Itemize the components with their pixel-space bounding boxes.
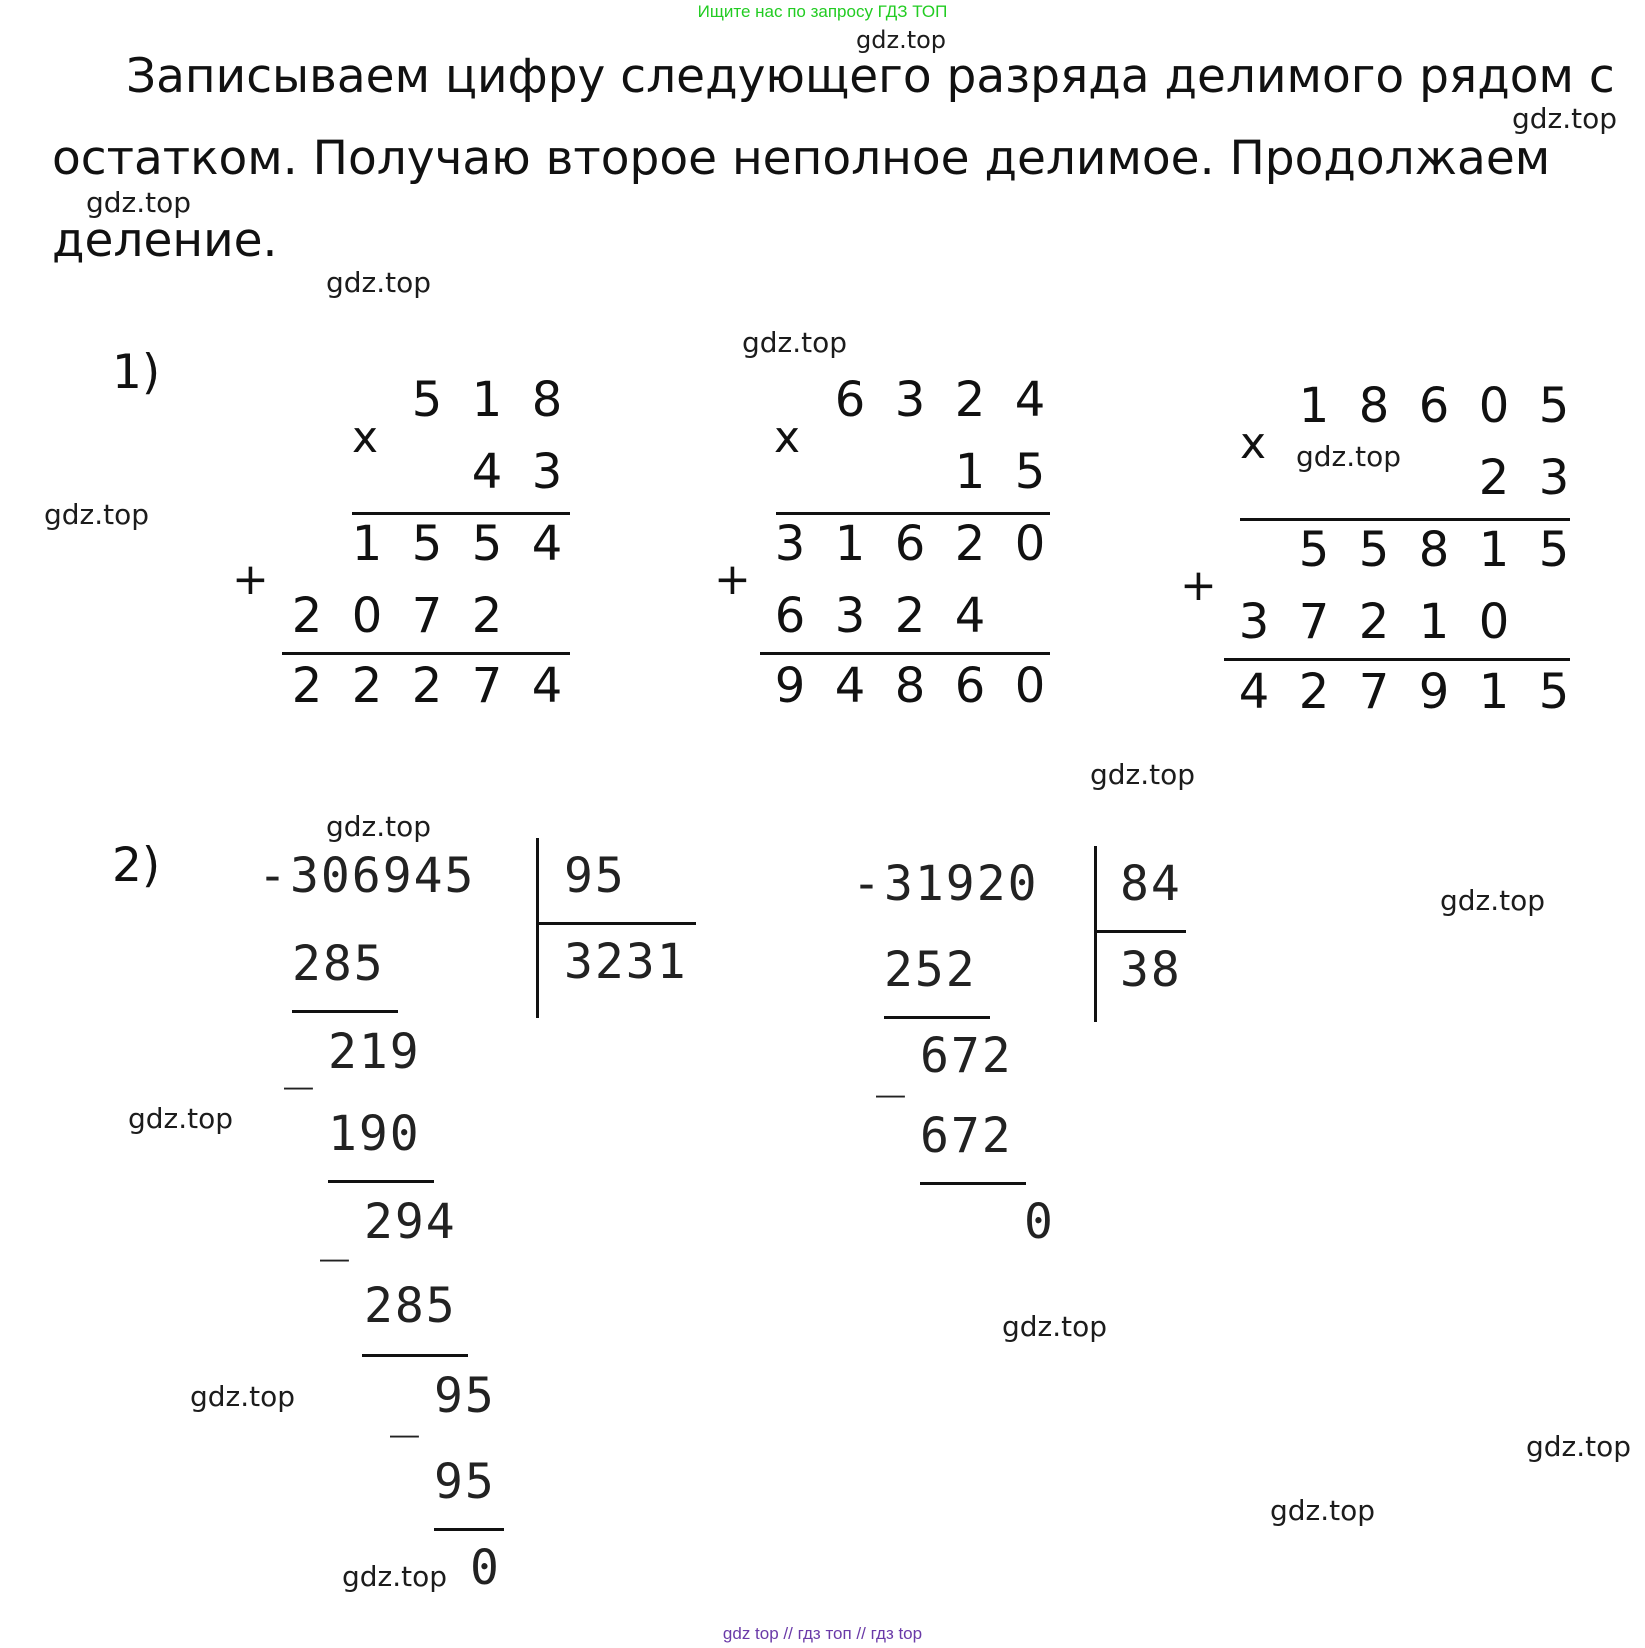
step-value: 672 [920, 1108, 1013, 1164]
watermark: gdz.top [326, 810, 432, 843]
digit: 7 [411, 588, 443, 644]
digit: 7 [471, 658, 503, 714]
digit: 2 [411, 658, 443, 714]
rule-line [1094, 930, 1186, 933]
digit: 8 [894, 658, 926, 714]
rule-line [362, 1354, 468, 1357]
digit: 8 [1418, 522, 1450, 578]
times-sign: x [774, 412, 801, 463]
digit: 1 [954, 444, 986, 500]
division-bar [536, 838, 539, 1018]
digit: 5 [1538, 522, 1570, 578]
step-value: 95 [434, 1454, 496, 1510]
digit: 4 [531, 516, 563, 572]
digit: 3 [774, 516, 806, 572]
digit: 6 [834, 372, 866, 428]
digit: 9 [774, 658, 806, 714]
instruction-line-2: остатком. Получаю второе неполное делимое. Продолжаем [52, 131, 1551, 186]
digit: 3 [894, 372, 926, 428]
times-sign: x [352, 412, 379, 463]
times-sign: x [1240, 418, 1267, 469]
digit: 5 [1538, 664, 1570, 720]
rule-line [1224, 658, 1570, 661]
section-1-label: 1) [112, 345, 161, 400]
minus-sign: - [852, 856, 883, 912]
digit: 1 [1298, 378, 1330, 434]
rule-line [352, 512, 570, 515]
digit: 5 [411, 372, 443, 428]
digit: 1 [351, 516, 383, 572]
digit: 0 [351, 588, 383, 644]
digit: 2 [471, 588, 503, 644]
rule-line [1240, 518, 1570, 521]
digit: 2 [954, 516, 986, 572]
digit: 6 [894, 516, 926, 572]
step-value: 252 [884, 942, 977, 998]
digit: 3 [1238, 594, 1270, 650]
dividend: 306945 [290, 848, 476, 904]
digit: 2 [894, 588, 926, 644]
watermark: gdz.top [44, 498, 150, 531]
digit: 6 [1418, 378, 1450, 434]
quotient: 38 [1120, 942, 1182, 998]
digit: 2 [1478, 450, 1510, 506]
digit: 2 [291, 588, 323, 644]
divisor: 84 [1120, 856, 1182, 912]
plus-sign: + [714, 554, 751, 605]
digit: 5 [1014, 444, 1046, 500]
digit: 2 [954, 372, 986, 428]
digit: 5 [411, 516, 443, 572]
step-value: 285 [292, 936, 385, 992]
digit: 0 [1478, 378, 1510, 434]
digit: 5 [471, 516, 503, 572]
digit: 1 [1418, 594, 1450, 650]
digit: 2 [1298, 664, 1330, 720]
digit: 6 [774, 588, 806, 644]
top-banner: Ищите нас по запросу ГДЗ ТОП [697, 2, 948, 21]
rule-line [920, 1182, 1026, 1185]
digit: 6 [954, 658, 986, 714]
digit: 2 [1358, 594, 1390, 650]
step-value: 0 [470, 1540, 501, 1596]
watermark: gdz.top [1512, 102, 1618, 135]
digit: 1 [1478, 664, 1510, 720]
watermark: gdz.top [1296, 440, 1402, 473]
section-2-label: 2) [112, 838, 161, 893]
watermark: gdz.top [342, 1560, 448, 1593]
instruction-line-1: Записываем цифру следующего разряда делимого рядом с [126, 49, 1615, 104]
rule-line [536, 922, 696, 925]
digit: 4 [1238, 664, 1270, 720]
digit: 5 [1358, 522, 1390, 578]
rule-line [434, 1528, 504, 1531]
digit: 8 [531, 372, 563, 428]
divisor: 95 [564, 848, 626, 904]
digit: 9 [1418, 664, 1450, 720]
step-value: 294 [364, 1194, 457, 1250]
minus-sign: _ [876, 1042, 907, 1098]
step-value: 285 [364, 1278, 457, 1334]
digit: 1 [471, 372, 503, 428]
digit: 4 [1014, 372, 1046, 428]
plus-sign: + [232, 554, 269, 605]
watermark: gdz.top [856, 26, 947, 54]
step-value: 219 [328, 1024, 421, 1080]
digit: 5 [1298, 522, 1330, 578]
watermark: gdz.top [1440, 884, 1546, 917]
minus-sign: _ [390, 1382, 421, 1438]
digit: 3 [1538, 450, 1570, 506]
minus-sign: _ [320, 1206, 351, 1262]
division-bar [1094, 846, 1097, 1022]
digit: 2 [291, 658, 323, 714]
digit: 4 [834, 658, 866, 714]
step-value: 0 [1024, 1194, 1055, 1250]
rule-line [328, 1180, 434, 1183]
watermark: gdz.top [1002, 1310, 1108, 1343]
rule-line [760, 652, 1050, 655]
rule-line [884, 1016, 990, 1019]
footer-text: gdz top // гдз топ // гдз top [722, 1624, 923, 1643]
watermark: gdz.top [1526, 1430, 1632, 1463]
digit: 1 [834, 516, 866, 572]
digit: 0 [1478, 594, 1510, 650]
step-value: 672 [920, 1028, 1013, 1084]
rule-line [292, 1010, 398, 1013]
step-value: 190 [328, 1106, 421, 1162]
digit: 4 [531, 658, 563, 714]
rule-line [776, 512, 1050, 515]
digit: 0 [1014, 516, 1046, 572]
instruction-line-3: деление. [52, 213, 278, 268]
digit: 0 [1014, 658, 1046, 714]
watermark: gdz.top [86, 186, 192, 219]
digit: 2 [351, 658, 383, 714]
digit: 8 [1358, 378, 1390, 434]
digit: 4 [471, 444, 503, 500]
minus-sign: - [258, 848, 289, 904]
dividend: 31920 [884, 856, 1039, 912]
rule-line [282, 652, 570, 655]
digit: 3 [531, 444, 563, 500]
digit: 4 [954, 588, 986, 644]
watermark: gdz.top [128, 1102, 234, 1135]
digit: 7 [1358, 664, 1390, 720]
watermark: gdz.top [742, 326, 848, 359]
watermark: gdz.top [1270, 1494, 1376, 1527]
watermark: gdz.top [1090, 758, 1196, 791]
digit: 5 [1538, 378, 1570, 434]
quotient: 3231 [564, 934, 688, 990]
watermark: gdz.top [190, 1380, 296, 1413]
watermark: gdz.top [326, 266, 432, 299]
digit: 3 [834, 588, 866, 644]
digit: 1 [1478, 522, 1510, 578]
step-value: 95 [434, 1368, 496, 1424]
digit: 7 [1298, 594, 1330, 650]
minus-sign: _ [284, 1034, 315, 1090]
plus-sign: + [1180, 560, 1217, 611]
